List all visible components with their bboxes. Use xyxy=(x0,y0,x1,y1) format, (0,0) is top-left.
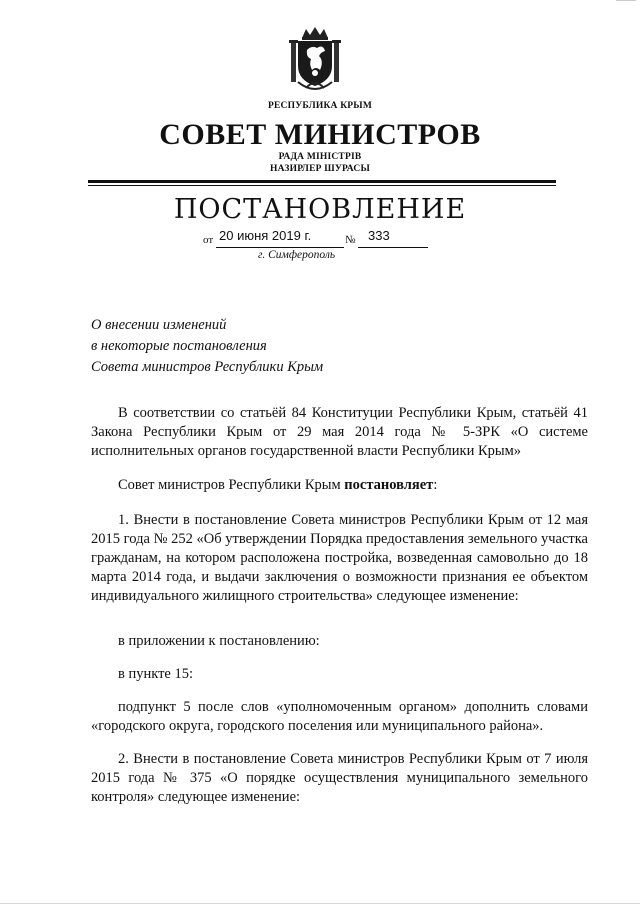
document-type: ПОСТАНОВЛЕНИЕ xyxy=(173,194,467,225)
page-bottom-edge xyxy=(0,903,640,904)
council-title-crh: НАЗИРЛЕР ШУРАСЫ xyxy=(270,164,370,174)
paragraph-preamble: В соответствии со статьёй 84 Конституции Республики Крым, статьёй 41 Закона Республики Крым от 29 мая 2014 года № 5-ЗРК «О системе исполнительных органов государственной власти Республики Крым» xyxy=(91,405,588,459)
paragraph-subpoint-5: подпункт 5 после слов «уполномоченным органом» дополнить словами «городского округа, городского поселения или муниципального района». xyxy=(91,699,588,734)
doc-meta xyxy=(203,226,433,250)
number-label: № xyxy=(345,234,356,246)
paragraph-resolves xyxy=(91,476,588,495)
number-line xyxy=(358,247,428,248)
council-title: СОВЕТ МИНИСТРОВ xyxy=(159,118,481,151)
header-rule-thin xyxy=(88,185,556,186)
subject-line-2: в некоторые постановления xyxy=(91,338,267,354)
doc-city: г. Симферополь xyxy=(258,249,336,261)
header-rule-thick xyxy=(88,180,556,183)
paragraph-point-15: в пункте 15: xyxy=(118,666,194,682)
resolves-bold: постановляет xyxy=(344,477,434,493)
date-line xyxy=(216,247,344,248)
subject-line-3: Совета министров Республики Крым xyxy=(91,359,324,375)
paragraph-item-1: 1. Внести в постановление Совета министров Республики Крым от 12 мая 2015 года № 252 «Об утверждении Порядка предоставления земельного участка гражданам, на котором расположена постройка, возведенная самовольно до 18 марта 2014 года, и выдачи заключения о возможности признания ее объектом индивидуального жилищного строительства» следующее изменение: xyxy=(91,512,588,604)
from-label: от xyxy=(203,234,214,246)
doc-number: 333 xyxy=(368,228,390,243)
crimea-coat-of-arms-icon xyxy=(288,26,342,94)
subject-block xyxy=(91,315,391,378)
republic-name: РЕСПУБЛИКА КРЫМ xyxy=(268,101,372,111)
subject-line-1: О внесении изменений xyxy=(91,317,227,333)
resolves-tail: : xyxy=(433,477,438,493)
paragraph-item-2: 2. Внести в постановление Совета министров Республики Крым от 7 июля 2015 года № 375 «О порядке осуществления муниципального земельного контроля» следующее изменение: xyxy=(91,751,588,805)
corner-mark xyxy=(616,0,636,1)
paragraph-appendix: в приложении к постановлению: xyxy=(118,633,320,649)
doc-date: 20 июня 2019 г. xyxy=(219,228,312,243)
resolves-text: Совет министров Республики Крым xyxy=(118,477,345,493)
council-title-ua: РАДА МІНІСТРІВ xyxy=(278,152,362,162)
